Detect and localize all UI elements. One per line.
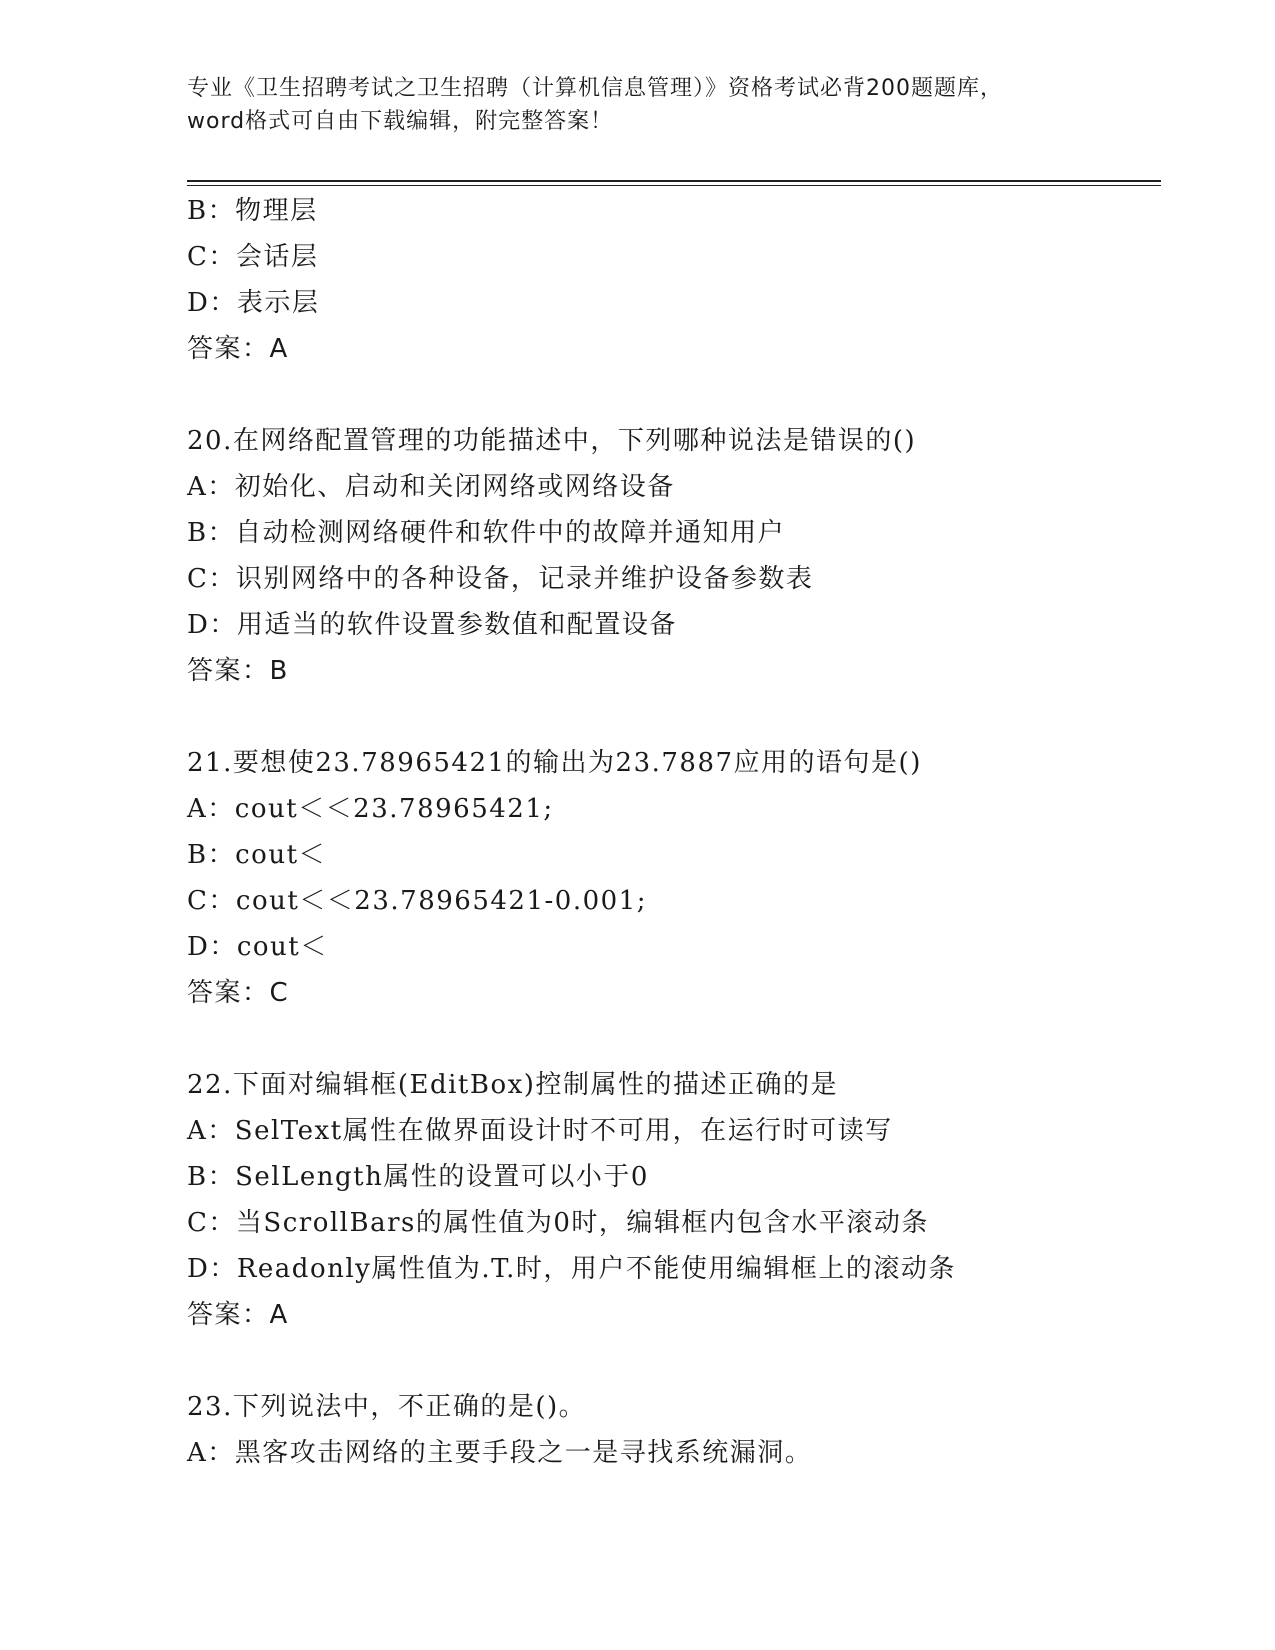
question-stem: 21.要想使23.78965421的输出为23.7887应用的语句是() bbox=[187, 748, 922, 778]
answer-line: 答案：C bbox=[187, 978, 290, 1008]
question-block-19 bbox=[187, 188, 1187, 372]
header-divider-thin bbox=[187, 185, 1161, 186]
option-a: A：初始化、启动和关闭网络或网络设备 bbox=[187, 472, 675, 502]
question-block-21 bbox=[187, 740, 1187, 1016]
option-d: D：Readonly属性值为.T.时，用户不能使用编辑框上的滚动条 bbox=[187, 1254, 956, 1284]
question-block-22 bbox=[187, 1062, 1187, 1338]
option-a: A：SelText属性在做界面设计时不可用，在运行时可读写 bbox=[187, 1116, 893, 1146]
question-block-23 bbox=[187, 1384, 1187, 1476]
option-c: C：会话层 bbox=[187, 242, 319, 272]
header-line-2: word格式可自由下载编辑，附完整答案！ bbox=[187, 109, 614, 134]
option-c: C：cout＜＜23.78965421-0.001; bbox=[187, 886, 647, 916]
spacer bbox=[187, 1338, 1187, 1384]
header-line-1: 专业《卫生招聘考试之卫生招聘（计算机信息管理）》资格考试必背200题题库， bbox=[187, 76, 1003, 101]
option-c: C：识别网络中的各种设备，记录并维护设备参数表 bbox=[187, 564, 814, 594]
option-c: C：当ScrollBars的属性值为0时，编辑框内包含水平滚动条 bbox=[187, 1208, 929, 1238]
document-header bbox=[187, 72, 1087, 138]
question-stem: 20.在网络配置管理的功能描述中，下列哪种说法是错误的() bbox=[187, 426, 917, 456]
option-d: D：表示层 bbox=[187, 288, 320, 318]
question-list bbox=[187, 188, 1187, 1476]
option-a: A：黑客攻击网络的主要手段之一是寻找系统漏洞。 bbox=[187, 1438, 813, 1468]
option-b: B：SelLength属性的设置可以小于0 bbox=[187, 1162, 649, 1192]
option-a: A：cout＜＜23.78965421; bbox=[187, 794, 554, 824]
spacer bbox=[187, 694, 1187, 740]
question-stem: 23.下列说法中，不正确的是()。 bbox=[187, 1392, 587, 1422]
option-b: B：自动检测网络硬件和软件中的故障并通知用户 bbox=[187, 518, 786, 548]
question-block-20 bbox=[187, 418, 1187, 694]
answer-line: 答案：A bbox=[187, 1300, 289, 1330]
answer-line: 答案：A bbox=[187, 334, 289, 364]
spacer bbox=[187, 1016, 1187, 1062]
spacer bbox=[187, 372, 1187, 418]
option-d: D：用适当的软件设置参数值和配置设备 bbox=[187, 610, 677, 640]
answer-line: 答案：B bbox=[187, 656, 289, 686]
header-divider bbox=[187, 180, 1161, 182]
option-b: B：cout＜ bbox=[187, 840, 327, 870]
option-b: B：物理层 bbox=[187, 196, 318, 226]
option-d: D：cout＜ bbox=[187, 932, 328, 962]
question-stem: 22.下面对编辑框(EditBox)控制属性的描述正确的是 bbox=[187, 1070, 838, 1100]
